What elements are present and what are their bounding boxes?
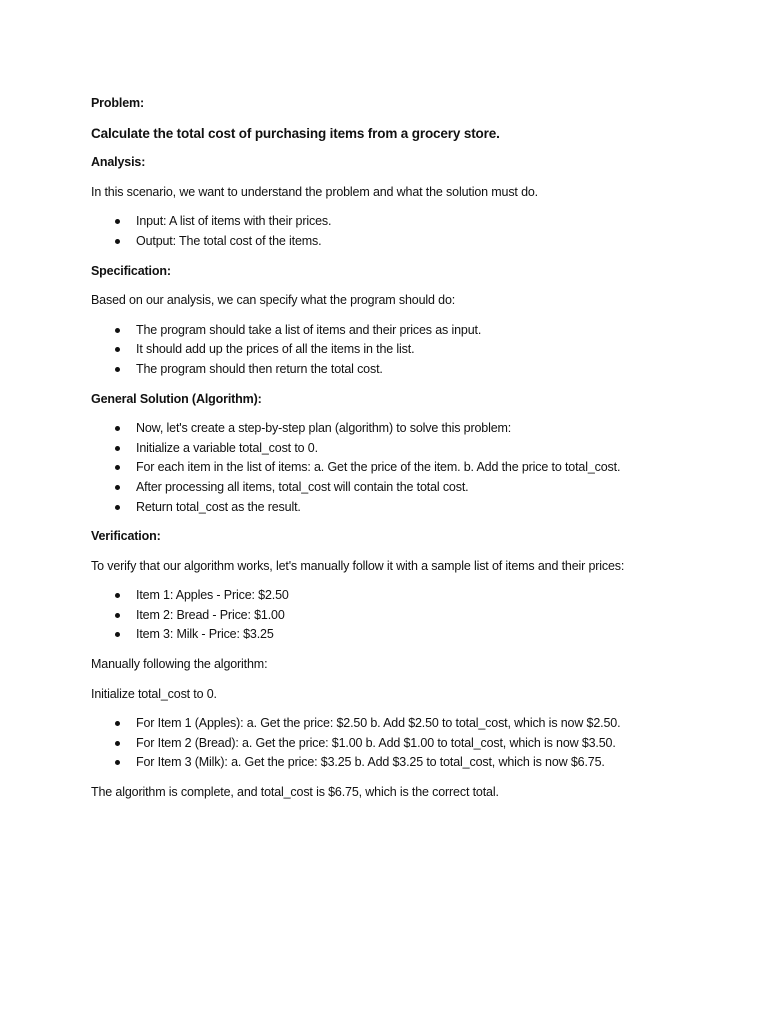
verification-list: [91, 586, 691, 645]
list-item: [91, 212, 691, 232]
analysis-list: [91, 212, 691, 251]
verification-intro: To verify that our algorithm works, let's manually follow it with a sample list of items and their prices:: [91, 558, 625, 573]
initialize-line: Initialize total_cost to 0.: [91, 686, 217, 701]
conclusion-text: The algorithm is complete, and total_cost is $6.75, which is the correct total.: [91, 785, 499, 800]
list-item-text: Item 1: Apples - Price: $2.50: [136, 588, 289, 603]
list-item-text: Return total_cost as the result.: [136, 499, 301, 514]
list-item: [91, 753, 691, 773]
list-item: [91, 340, 691, 360]
document-body: [91, 94, 691, 813]
problem-heading: Problem:: [91, 96, 144, 110]
list-item-text: After processing all items, total_cost will contain the total cost.: [136, 479, 469, 494]
bullet-icon: [115, 426, 120, 431]
list-item: [91, 458, 691, 478]
list-item-text: It should add up the prices of all the items in the list.: [136, 342, 415, 357]
bullet-icon: [115, 485, 120, 490]
bullet-icon: [115, 347, 120, 352]
bullet-icon: [115, 741, 120, 746]
bullet-icon: [115, 239, 120, 244]
bullet-icon: [115, 760, 120, 765]
bullet-icon: [115, 219, 120, 224]
list-item-text: The program should then return the total cost.: [136, 361, 383, 376]
bullet-icon: [115, 328, 120, 333]
list-item: [91, 625, 691, 645]
problem-statement: Calculate the total cost of purchasing items from a grocery store.: [91, 125, 500, 141]
bullet-icon: [115, 721, 120, 726]
analysis-heading: Analysis:: [91, 155, 146, 170]
list-item-text: For each item in the list of items: a. Get the price of the item. b. Add the price to total_cost.: [136, 460, 621, 475]
list-item-text: For Item 1 (Apples): a. Get the price: $2.50 b. Add $2.50 to total_cost, which is now $2.50.: [136, 716, 621, 731]
bullet-icon: [115, 593, 120, 598]
list-item: [91, 232, 691, 252]
list-item-text: For Item 3 (Milk): a. Get the price: $3.25 b. Add $3.25 to total_cost, which is now $6.75.: [136, 755, 605, 770]
list-item: [91, 478, 691, 498]
analysis-intro: In this scenario, we want to understand the problem and what the solution must do.: [91, 184, 538, 199]
bullet-icon: [115, 613, 120, 618]
list-item-text: Now, let's create a step-by-step plan (algorithm) to solve this problem:: [136, 421, 512, 436]
bullet-icon: [115, 632, 120, 637]
solution-list: [91, 419, 691, 517]
list-item-text: For Item 2 (Bread): a. Get the price: $1.00 b. Add $1.00 to total_cost, which is now $3.50.: [136, 735, 616, 750]
specification-list: [91, 321, 691, 380]
list-item-text: Item 2: Bread - Price: $1.00: [136, 607, 285, 622]
bullet-icon: [115, 465, 120, 470]
list-item: [91, 360, 691, 380]
list-item: [91, 498, 691, 518]
specification-heading: Specification:: [91, 263, 171, 278]
list-item-text: Initialize a variable total_cost to 0.: [136, 440, 318, 455]
list-item: [91, 606, 691, 626]
verification-heading: Verification:: [91, 529, 161, 544]
solution-heading: General Solution (Algorithm):: [91, 391, 262, 406]
list-item-text: Input: A list of items with their prices.: [136, 214, 332, 229]
list-item: [91, 419, 691, 439]
list-item-text: Output: The total cost of the items.: [136, 233, 322, 248]
bullet-icon: [115, 505, 120, 510]
list-item: [91, 714, 691, 734]
list-item: [91, 734, 691, 754]
specification-intro: Based on our analysis, we can specify what the program should do:: [91, 293, 456, 308]
bullet-icon: [115, 367, 120, 372]
list-item: [91, 321, 691, 341]
list-item-text: The program should take a list of items and their prices as input.: [136, 322, 482, 337]
list-item: [91, 586, 691, 606]
manual-intro: Manually following the algorithm:: [91, 657, 268, 672]
manual-steps-list: [91, 714, 691, 773]
bullet-icon: [115, 446, 120, 451]
list-item: [91, 439, 691, 459]
list-item-text: Item 3: Milk - Price: $3.25: [136, 627, 274, 642]
